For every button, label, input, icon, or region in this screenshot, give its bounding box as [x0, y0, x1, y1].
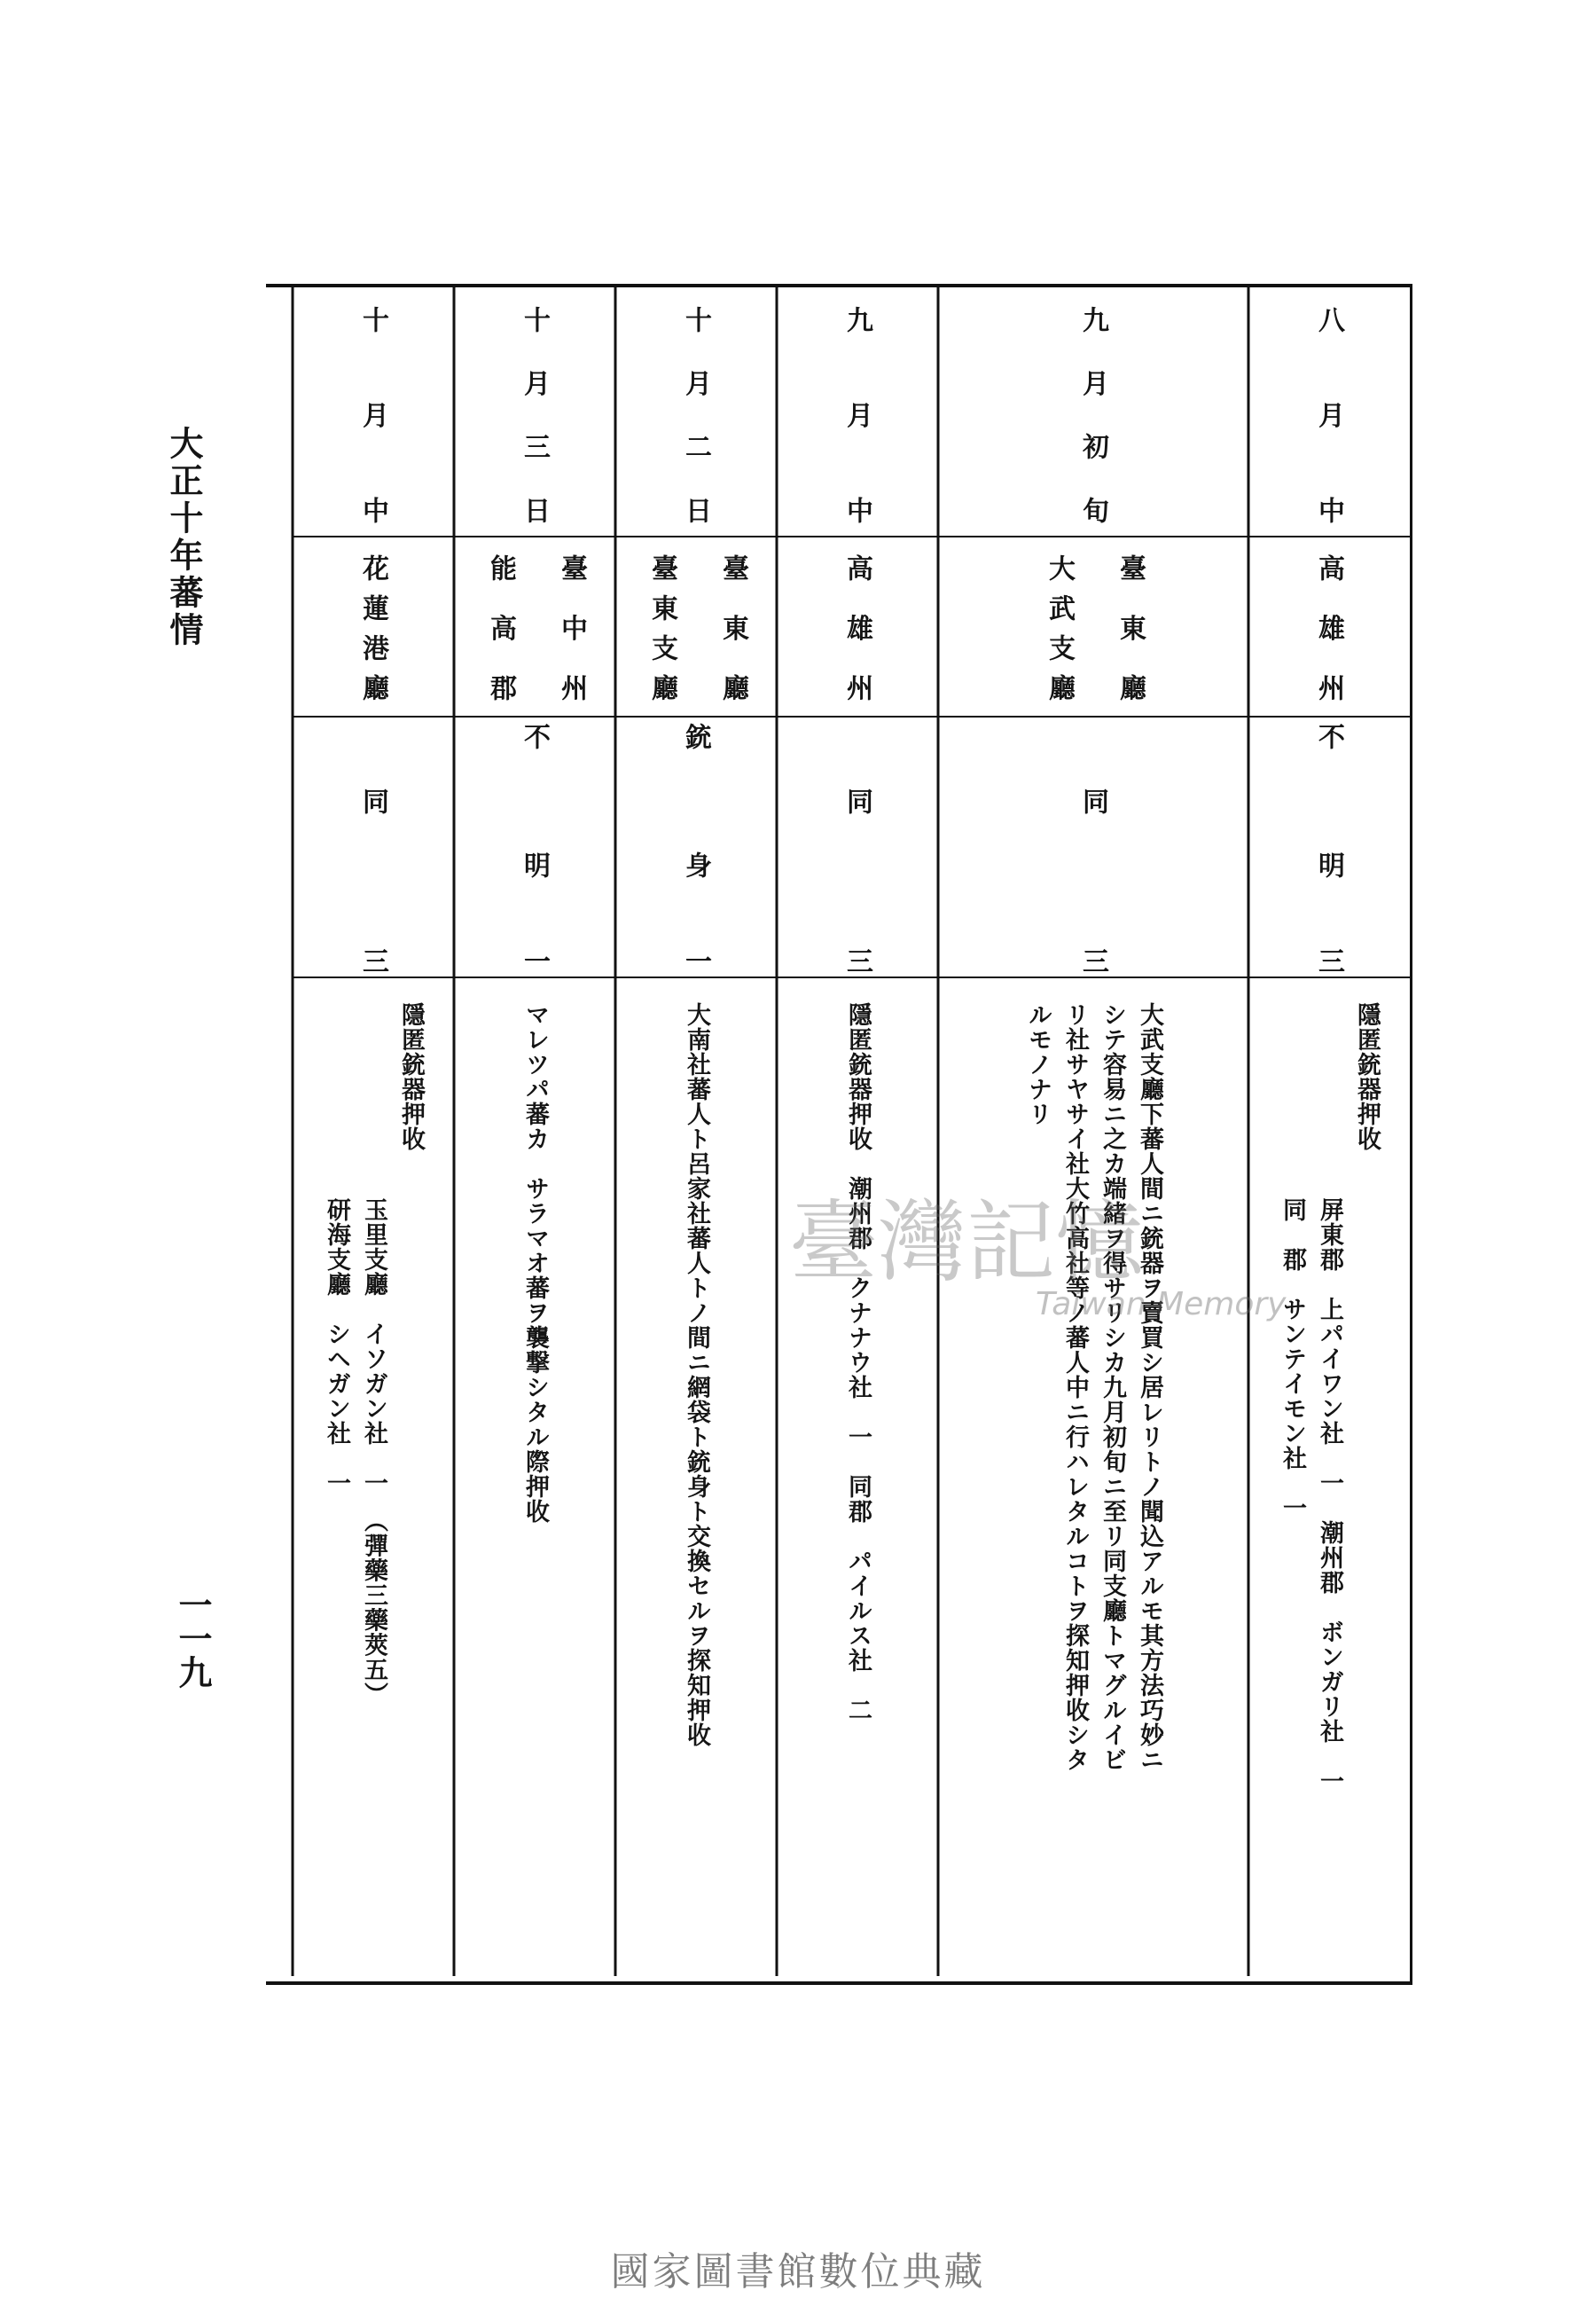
remarks-line: 大南社蕃人ト呂家社蕃人トノ間ニ網袋ト銃身ト交換セルヲ探知押收: [683, 1002, 710, 1747]
remarks-line: 研海支廳 シヘガン社 一: [323, 1197, 350, 1495]
page-number: 一一九: [173, 1588, 213, 1689]
place-cell: 大武支廳: [1044, 554, 1075, 701]
count-cell: 一: [680, 946, 711, 974]
watermark-logo: 臺灣記憶: [789, 1190, 1144, 1294]
remarks-line: 玉里支廳 イソガン社 一 （彈藥三藥莢五）: [360, 1197, 387, 1707]
place-cell: 臺東支廳: [646, 554, 677, 701]
remarks-line: シテ容易ニ之カ端緒ヲ得サリシカ九月初旬ニ至リ同支廳トマグルイビ: [1099, 1002, 1126, 1772]
date-cell: 十月中: [357, 306, 388, 523]
footer-credit: 國家圖書館數位典藏: [610, 2249, 986, 2294]
count-cell: 三: [1313, 946, 1344, 974]
date-cell: 九月初旬: [1077, 306, 1108, 523]
remarks-line: ルモノナリ: [1024, 1002, 1052, 1126]
remarks-line: 同 郡 サンテイモン社 一: [1279, 1197, 1306, 1520]
date-cell: 十月三日: [519, 306, 550, 523]
remarks-line: 大武支廳下蕃人間ニ銃器ヲ賣買シ居レリトノ聞込アルモ其方法巧妙ニ: [1136, 1002, 1163, 1772]
category-cell: 同: [1077, 787, 1108, 814]
remarks-line: 隱匿銃器押收: [397, 1002, 425, 1151]
date-cell: 八月中: [1313, 306, 1344, 523]
category-cell: 不明: [519, 723, 550, 878]
watermark-text: Taiwan Memory: [1036, 1286, 1287, 1322]
category-cell: 同: [841, 787, 872, 814]
date-cell: 九月中: [841, 306, 872, 523]
count-cell: 三: [1077, 946, 1108, 974]
remarks-line: 隱匿銃器押收 潮州郡 クナナウ社 一 同郡 パイルス社 二: [844, 1002, 872, 1722]
place-cell: 臺中州: [556, 554, 587, 701]
place-cell: 高雄州: [1313, 554, 1344, 701]
category-cell: 銃身: [680, 723, 711, 878]
remarks-line: リ社サヤサイ社大竹高社等ノ蕃人中ニ行ハレタルコトヲ探知押收シタ: [1061, 1002, 1089, 1772]
remarks-line: マレツパ蕃カ サラマオ蕃ヲ襲撃シタル際押收: [521, 1002, 549, 1524]
place-cell: 臺東廳: [717, 554, 748, 701]
place-cell: 能高郡: [485, 554, 516, 701]
count-cell: 一: [519, 946, 550, 974]
running-head: 大正十年蕃情: [164, 426, 204, 649]
count-cell: 三: [357, 946, 388, 974]
place-cell: 臺東廳: [1115, 554, 1146, 701]
count-cell: 三: [841, 946, 872, 974]
place-cell: 花蓮港廳: [357, 554, 388, 701]
remarks-line: 隱匿銃器押收: [1353, 1002, 1381, 1151]
place-cell: 高雄州: [841, 554, 872, 701]
date-cell: 十月二日: [680, 306, 711, 523]
remarks-line: 屏東郡 上パイワン社 一 潮州郡 ボンガリ社 一: [1316, 1197, 1343, 1793]
category-cell: 同: [357, 787, 388, 814]
category-cell: 不明: [1313, 723, 1344, 878]
